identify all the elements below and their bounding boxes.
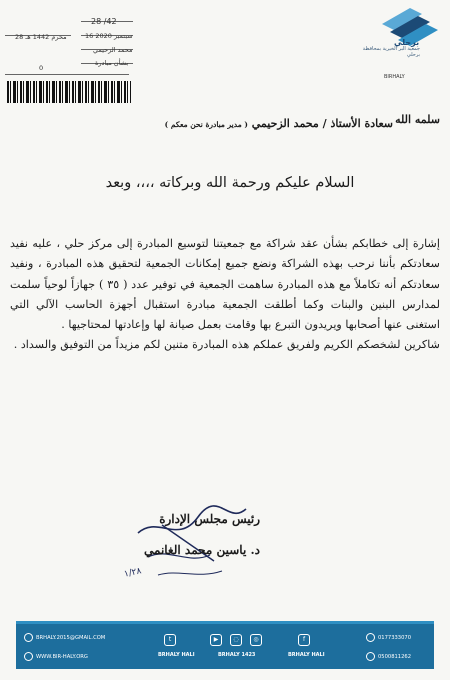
- footer-email: BRHALY.2015@GMAIL.COM: [24, 633, 105, 642]
- recipient-name: محمد الزحيمي: [251, 117, 319, 130]
- recipient-role: ( مدير مبادرة نحن معكم ): [164, 120, 248, 129]
- snapchat-icon: ◌: [230, 634, 242, 646]
- stamp-subject: بشأن مبادرة: [95, 59, 129, 67]
- letter-footer: [16, 621, 434, 669]
- stamp-count: 0: [39, 64, 44, 72]
- footer-website: WWW.BIR-HALY.ORG: [24, 652, 88, 661]
- body-paragraph-1: إشارة إلى خطابكم بشأن عقد شراكة مع جمعيتنا لتوسيع المبادرة إلى مركز حلي ، عليه نفيد سعادتكم بأننا نرحب بهذه الشراكة ونضع جميع إمكانات الجمعية لتحقيق هذه المبادرة ، ونفيد سعادتكم أنه تكاملاً مع هذه المبادرة ساهمت الجمعية في توفير عدد ( ٣٥ ) جهازاً لوحياً سلمت لمدارس البنين والبنات وكما أطلقت الجمعية مبادرة استقبال أجهزة الحاسب الآلي التي استغنى عنها أصحابها ويريدون التبرع بها وقامت بعمل صيانة لها وإعادتها لمحتاجيها .: [10, 237, 440, 332]
- footer-handle-3: BRHALY HALI: [288, 652, 325, 658]
- youtube-icon: ▶: [210, 634, 222, 646]
- greeting: السلام عليكم ورحمة الله وبركاته ،،،، وبعد: [105, 175, 355, 191]
- signatory-name: د. ياسين محمد الغانمي: [144, 543, 260, 557]
- signatory-title: رئيس مجلس الإدارة: [159, 512, 260, 526]
- handwritten-date: ١/٢٨: [123, 566, 143, 580]
- logo-org-text: جمعية البر الخيرية بمحافظة برحلي: [362, 46, 420, 58]
- letter-body: [10, 234, 440, 356]
- stamp-number: 28 /42: [91, 17, 117, 26]
- footer-handle-1: BRHALY HALI: [158, 652, 195, 658]
- instagram-icon: ◎: [250, 634, 262, 646]
- receipt-stamp: [3, 4, 141, 104]
- phone-icon: [366, 633, 375, 642]
- salutation-top: سلمه الله: [395, 113, 440, 126]
- stamp-name: محمد الزحيمي: [93, 46, 133, 54]
- facebook-icon: f: [298, 634, 310, 646]
- stamp-date-hijri: 28 محرم 1442 هـ: [15, 33, 67, 41]
- globe-icon: [24, 652, 33, 661]
- logo-name-ar: برحلي: [394, 38, 420, 47]
- email-icon: [24, 633, 33, 642]
- recipient-line: [164, 117, 393, 130]
- footer-handle-2: BRHALY 1423: [218, 652, 256, 658]
- organization-logo: [360, 2, 442, 90]
- barcode: [7, 81, 131, 103]
- logo-name-en: BIRHALY: [384, 74, 405, 80]
- footer-phone-1: 0177333070: [366, 633, 411, 642]
- twitter-icon: t: [164, 634, 176, 646]
- recipient-title: سعادة الأستاذ /: [322, 117, 393, 130]
- stamp-date-greg: 16 سبتمبر 2020: [85, 32, 133, 40]
- mobile-icon: [366, 652, 375, 661]
- footer-phone-2: 0500811262: [366, 652, 411, 661]
- body-paragraph-2: شاكرين لشخصكم الكريم ولفريق عملكم هذه المبادرة متنين لكم مزيداً من التوفيق والسداد .: [13, 338, 440, 352]
